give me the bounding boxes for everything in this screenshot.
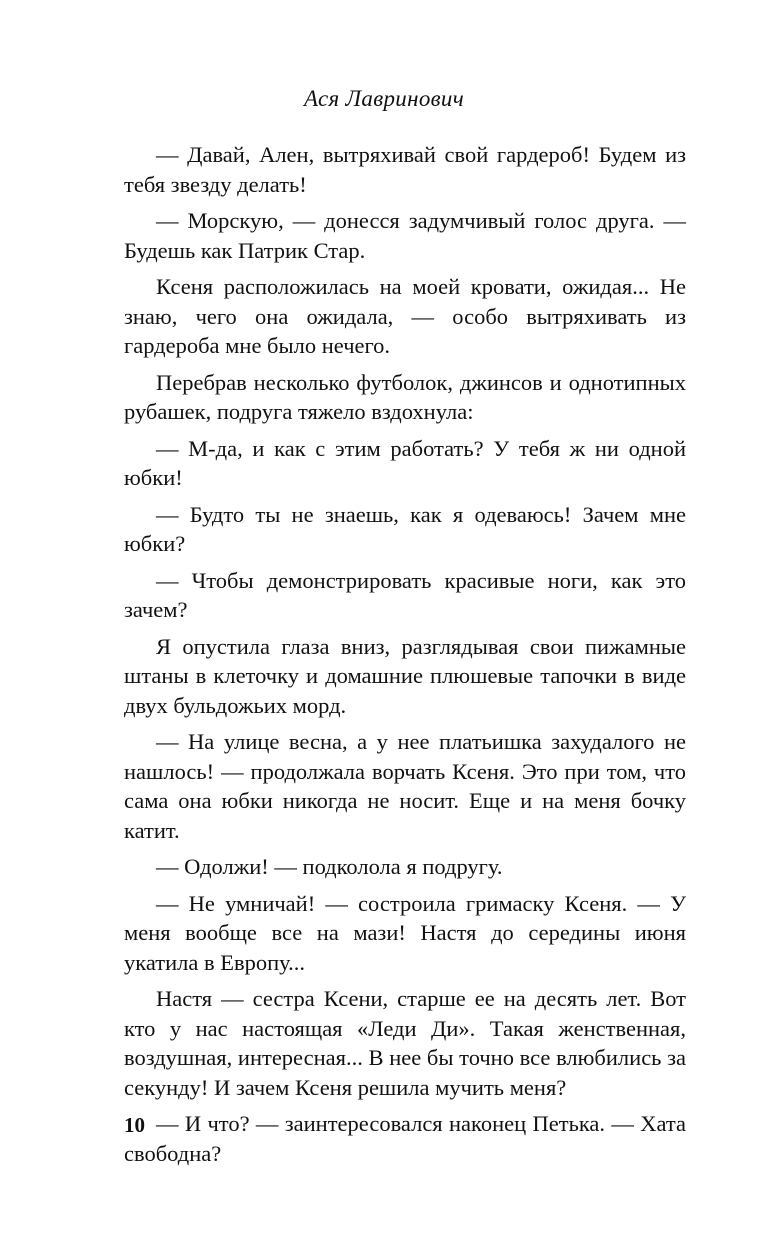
paragraph: Перебрав несколько футболок, джинсов и однотипных рубашек, подруга тяжело вздохнула: (124, 369, 686, 424)
paragraph: — Одолжи! — подколола я подругу. (156, 854, 503, 879)
paragraph: Ксеня расположилась на моей кровати, ожидая... Не знаю, чего она ожидала, — особо вытряхивать из гардероба мне было нечего. (124, 274, 686, 358)
paragraph: Настя — сестра Ксени, старше ее на десять лет. Вот кто у нас настоящая «Леди Ди». Такая женственная, воздушная, интересная... В нее бы точно все влюбились за секунду! И зачем Ксеня решила мучить меня? (124, 986, 686, 1100)
page-number: 10 (124, 1113, 145, 1137)
paragraph: — Будто ты не знаешь, как я одеваюсь! Зачем мне юбки? (124, 501, 686, 556)
running-header-author: Ася Лавринович (304, 86, 464, 111)
paragraph: — На улице весна, а у нее платьишка захудалого не нашлось! — продолжала ворчать Ксеня. Это при том, что сама она юбки никогда не носит. Еще и на меня бочку катит. (124, 729, 686, 843)
body-text (124, 140, 686, 1175)
paragraph: — Чтобы демонстрировать красивые ноги, как это зачем? (124, 567, 686, 622)
paragraph: — Не умничай! — состроила гримаску Ксеня. — У меня вообще все на мази! Настя до середины июня укатила в Европу... (124, 890, 686, 975)
paragraph: — Давай, Ален, вытряхивай свой гардероб! Будем из тебя звезду делать! (124, 142, 686, 197)
paragraph: — М-да, и как с этим работать? У тебя ж ни одной юбки! (124, 435, 686, 490)
paragraph: Я опустила глаза вниз, разглядывая свои пижамные штаны в клеточку и домашние плюшевые тапочки в виде двух бульдожьих морд. (124, 633, 686, 718)
paragraph: — И что? — заинтересовался наконец Петька. — Хата свободна? (124, 1111, 686, 1166)
paragraph: — Морскую, — донесся задумчивый голос друга. — Будешь как Патрик Стар. (124, 208, 686, 263)
